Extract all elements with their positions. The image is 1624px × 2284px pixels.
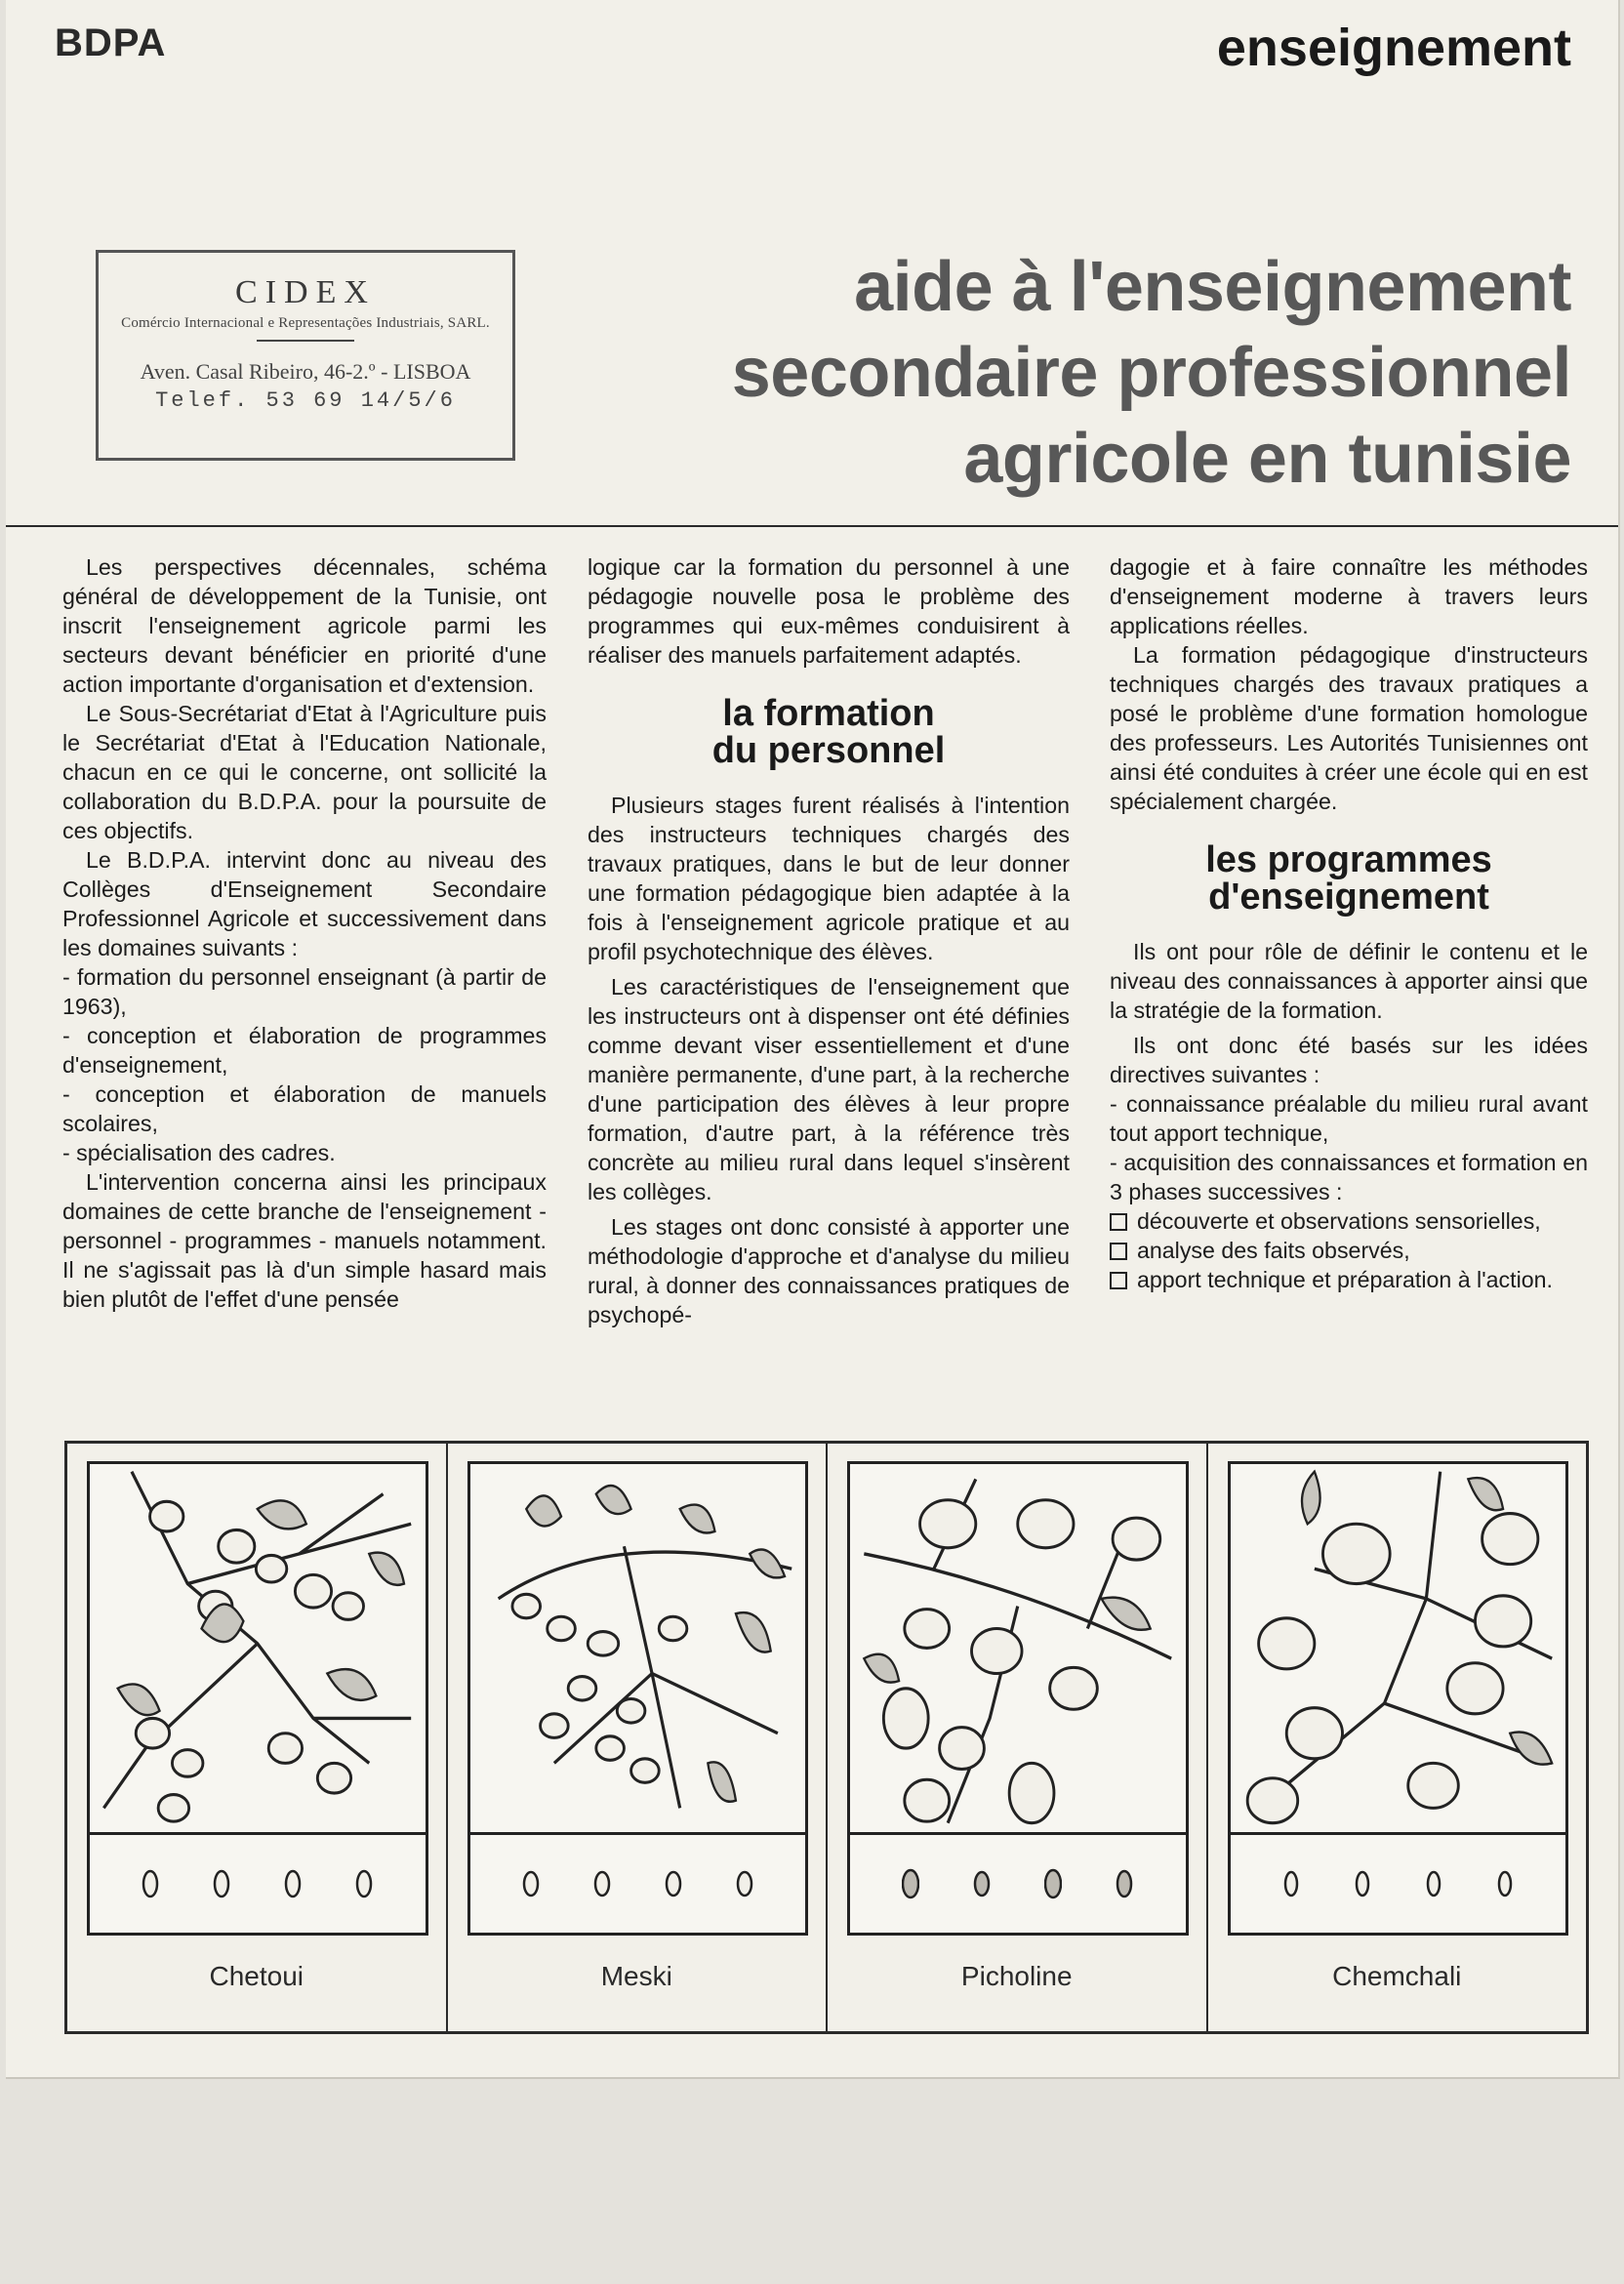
variety-panel <box>67 1444 448 2031</box>
olive-pit-icon <box>142 1868 159 1899</box>
olive-pit-icon <box>1496 1868 1514 1899</box>
variety-caption: Picholine <box>960 1961 1073 1991</box>
paragraph: Ils ont pour rôle de définir le contenu et le niveau des connaissances à apporter ainsi que la stratégie de la formation. <box>1110 939 1588 1023</box>
section-heading-formation <box>588 695 1070 769</box>
phase-item <box>1110 1236 1588 1265</box>
paragraph: logique car la formation du personnel à une pédagogie nouvelle posa le problème des programmes qui eux-mêmes conduisirent à réaliser des manuels parfaitement adaptés. <box>588 554 1070 668</box>
paragraph: Les perspectives décennales, schéma général de développement de la Tunisie, ont inscrit l'enseignement agricole parmi les secteurs devant bénéficier en priorité d'une action importante d'organisation et d'extension. <box>62 554 547 697</box>
list-item: - spécialisation des cadres. <box>62 1140 336 1165</box>
section-heading-programmes <box>1110 841 1588 916</box>
list-item: - formation du personnel enseignant (à partir de 1963), <box>62 964 547 1019</box>
checkbox-icon <box>1110 1272 1127 1289</box>
paragraph: L'intervention concerna ainsi les principaux domaines de cette branche de l'enseignement - personnel - programmes - manuels notamment. Il ne s'agissait pas là d'un simple hasard mais bien plutôt de l'effet d'une pensée <box>62 1169 547 1312</box>
heading-line: les programmes <box>1205 839 1492 880</box>
stamp-phone: Telef. 53 69 14/5/6 <box>155 388 456 413</box>
paragraph: dagogie et à faire connaître les méthodes d'enseignement moderne à travers leurs applications réelles. <box>1110 554 1588 638</box>
checkbox-icon <box>1110 1213 1127 1231</box>
title-line: secondaire professionnel <box>731 334 1571 412</box>
header-rule <box>6 525 1618 527</box>
distributor-stamp <box>96 250 515 461</box>
title-line: agricole en tunisie <box>963 420 1571 498</box>
olive-branch-icon <box>1231 1464 1566 1838</box>
olive-pit-icon <box>973 1868 991 1899</box>
olive-pit-icon <box>1354 1868 1371 1899</box>
document-page <box>6 0 1620 2079</box>
olive-branch-icon <box>850 1464 1186 1838</box>
phase-item <box>1110 1206 1588 1236</box>
olive-varieties-illustration <box>64 1441 1589 2034</box>
olive-pit-icon <box>665 1868 682 1899</box>
variety-frame <box>87 1461 428 1936</box>
variety-panel <box>1208 1444 1587 2031</box>
heading-line: d'enseignement <box>1208 877 1489 918</box>
paragraph: Les stages ont donc consisté à apporter une méthodologie d'approche et d'analyse du milieu rural, à donner des connaissances pratiques de psychopé- <box>588 1214 1070 1327</box>
text-column-3 <box>1110 552 1588 1294</box>
olive-pit-icon <box>213 1868 230 1899</box>
olive-pits <box>90 1832 426 1933</box>
list-item: - acquisition des connaissances et formation en 3 phases successives : <box>1110 1150 1588 1204</box>
title-line: aide à l'enseignement <box>854 248 1571 326</box>
paragraph: Le B.D.P.A. intervint donc au niveau des Collèges d'Enseignement Secondaire Professionnel Agricole et successivement dans les domaines suivants : <box>62 847 547 960</box>
phase-label: apport technique et préparation à l'action. <box>1137 1267 1553 1292</box>
text-column-2 <box>588 552 1070 1329</box>
variety-frame <box>467 1461 809 1936</box>
olive-pits <box>850 1832 1186 1933</box>
stamp-name: CIDEX <box>235 274 376 310</box>
olive-pit-icon <box>355 1868 373 1899</box>
olive-branch-icon <box>470 1464 806 1838</box>
olive-pit-icon <box>1044 1868 1062 1899</box>
list-item: - conception et élaboration de manuels scolaires, <box>62 1081 547 1136</box>
stamp-address: Aven. Casal Ribeiro, 46-2.º - LISBOA <box>140 359 471 384</box>
stamp-company: Comércio Internacional e Representações Industriais, SARL. <box>121 315 490 331</box>
olive-pit-icon <box>1116 1868 1133 1899</box>
list-item: - conception et élaboration de programmes d'enseignement, <box>62 1023 547 1078</box>
olive-pits <box>1231 1832 1566 1933</box>
checkbox-icon <box>1110 1243 1127 1260</box>
phase-label: découverte et observations sensorielles, <box>1137 1208 1541 1234</box>
variety-caption: Meski <box>600 1961 672 1991</box>
variety-frame <box>847 1461 1189 1936</box>
phase-item <box>1110 1265 1588 1294</box>
olive-pits <box>470 1832 806 1933</box>
brand-logo: BDPA <box>55 21 167 64</box>
variety-caption: Chetoui <box>209 1961 304 1991</box>
stamp-divider <box>257 340 354 342</box>
olive-pit-icon <box>736 1868 753 1899</box>
variety-panel <box>448 1444 829 2031</box>
variety-frame <box>1228 1461 1569 1936</box>
olive-pit-icon <box>522 1868 540 1899</box>
olive-pit-icon <box>1282 1868 1300 1899</box>
olive-pit-icon <box>593 1868 611 1899</box>
variety-caption: Chemchali <box>1332 1961 1462 1991</box>
paragraph: Ils ont donc été basés sur les idées directives suivantes : <box>1110 1033 1588 1087</box>
heading-line: la formation <box>722 693 935 734</box>
paragraph: Plusieurs stages furent réalisés à l'intention des instructeurs techniques chargés des travaux pratiques, dans le but de leur donner une formation pédagogique bien adaptée à la fois à l'enseignement agricole pratique et au profil psychotechnique des élèves. <box>588 793 1070 964</box>
paragraph: Le Sous-Secrétariat d'Etat à l'Agriculture puis le Secrétariat d'Etat à l'Education Nationale, chacun en ce qui le concerne, ont sollicité la collaboration du B.D.P.A. pour la poursuite de ces objectifs. <box>62 701 547 843</box>
olive-pit-icon <box>1425 1868 1442 1899</box>
olive-pit-icon <box>284 1868 302 1899</box>
paragraph: Les caractéristiques de l'enseignement que les instructeurs ont à dispenser ont été définies comme devant viser essentiellement et d'une manière permanente, d'une part, à la recherche d'une participation des élèves à leur propre formation, d'autre part, à la référence très concrète au milieu rural dans lequel s'insèrent les collèges. <box>588 974 1070 1204</box>
section-label: enseignement <box>1216 19 1571 77</box>
olive-branch-icon <box>90 1464 426 1838</box>
heading-line: du personnel <box>711 730 946 771</box>
olive-pit-icon <box>902 1868 919 1899</box>
text-column-1 <box>62 552 547 1314</box>
page-title <box>595 244 1571 502</box>
paragraph: La formation pédagogique d'instructeurs techniques chargés des travaux pratiques a posé le problème d'une formation homologue des professeurs. Les Autorités Tunisiennes ont ainsi été conduites à créer une école qui en est spécialement chargée. <box>1110 642 1588 814</box>
variety-panel <box>828 1444 1208 2031</box>
phase-label: analyse des faits observés, <box>1137 1238 1410 1263</box>
list-item: - connaissance préalable du milieu rural avant tout apport technique, <box>1110 1091 1588 1146</box>
